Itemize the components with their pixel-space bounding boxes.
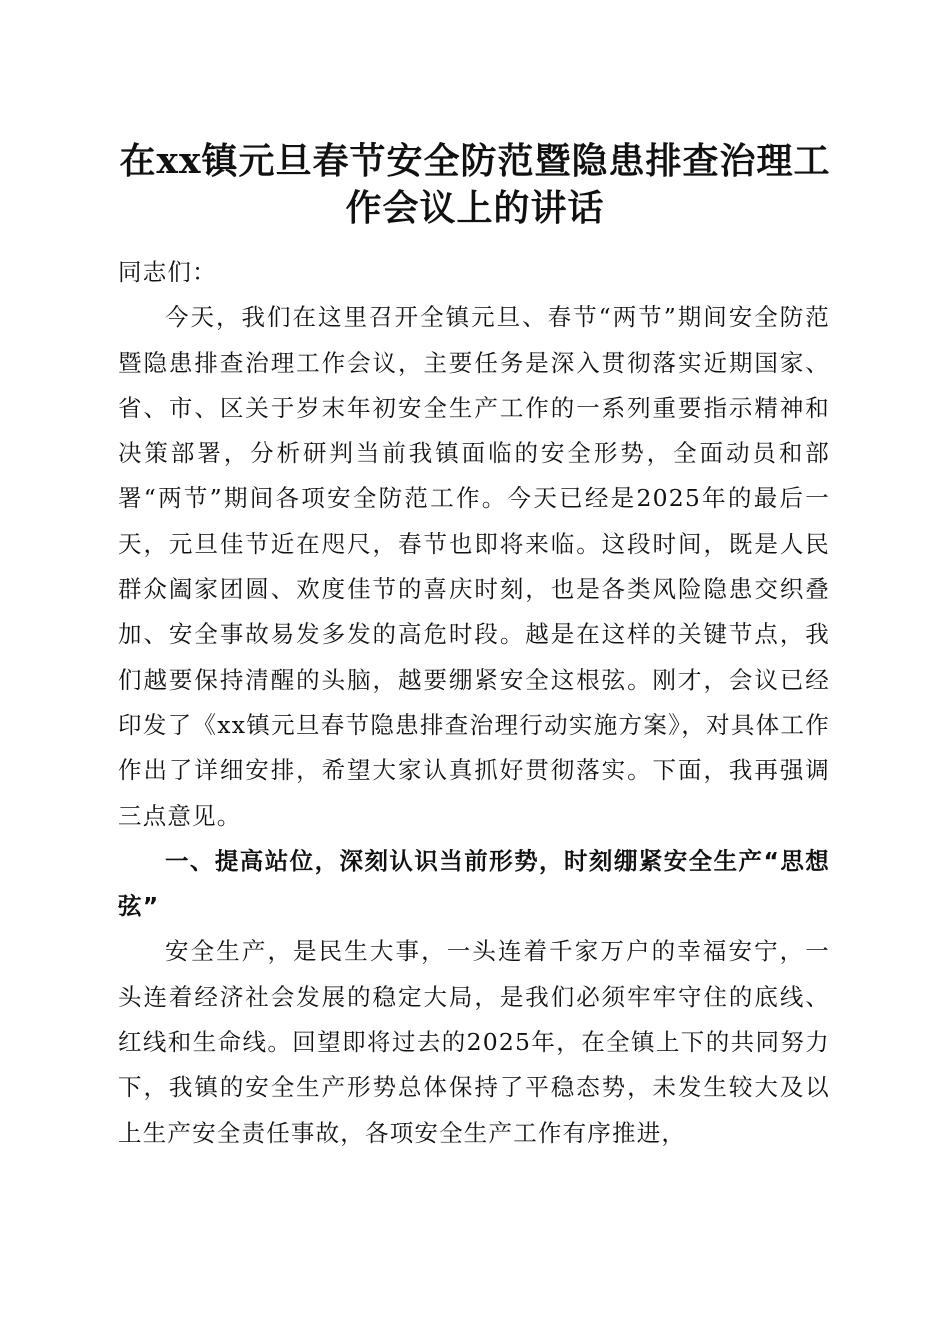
title-line-1: 在xx镇元旦春节安全防范暨隐患排查治理工: [119, 140, 831, 182]
paragraph-opening: 今天，我们在这里召开全镇元旦、春节“两节”期间安全防范暨隐患排查治理工作会议，主要任务是深入贯彻落实近期国家、省、市、区关于岁末年初安全生产工作的一系列重要指示精神和决策部署，分析研判当前我镇面临的安全形势，全面动员和部署“两节”期间各项安全防范工作。今天已经是2025年的最后一天，元旦佳节近在咫尺，春节也即将来临。这段时间，既是人民群众阖家团圆、欢度佳节的喜庆时刻，也是各类风险隐患交织叠加、安全事故易发多发的高危时段。越是在这样的关键节点，我们越要保持清醒的头脑，越要绷紧安全这根弦。刚才，会议已经印发了《xx镇元旦春节隐患排查治理行动实施方案》，对具体工作作出了详细安排，希望大家认真抓好贯彻落实。下面，我再强调三点意见。: [118, 303, 830, 830]
salutation: 同志们：: [118, 258, 217, 286]
paragraph-section-1: 安全生产，是民生大事，一头连着千家万户的幸福安宁，一头连着经济社会发展的稳定大局，是我们必须牢牢守住的底线、红线和生命线。回望即将过去的2025年，在全镇上下的共同努力下，我镇的安全生产形势总体保持了平稳态势，未发生较大及以上生产安全责任事故，各项安全生产工作有序推进，: [118, 937, 830, 1147]
document-title: [100, 138, 850, 232]
document-body: [118, 250, 830, 1156]
title-line-2: 作会议上的讲话: [345, 187, 605, 229]
section-heading-1: 一、提高站位，深刻认识当前形势，时刻绷紧安全生产“思想弦”: [118, 846, 830, 921]
